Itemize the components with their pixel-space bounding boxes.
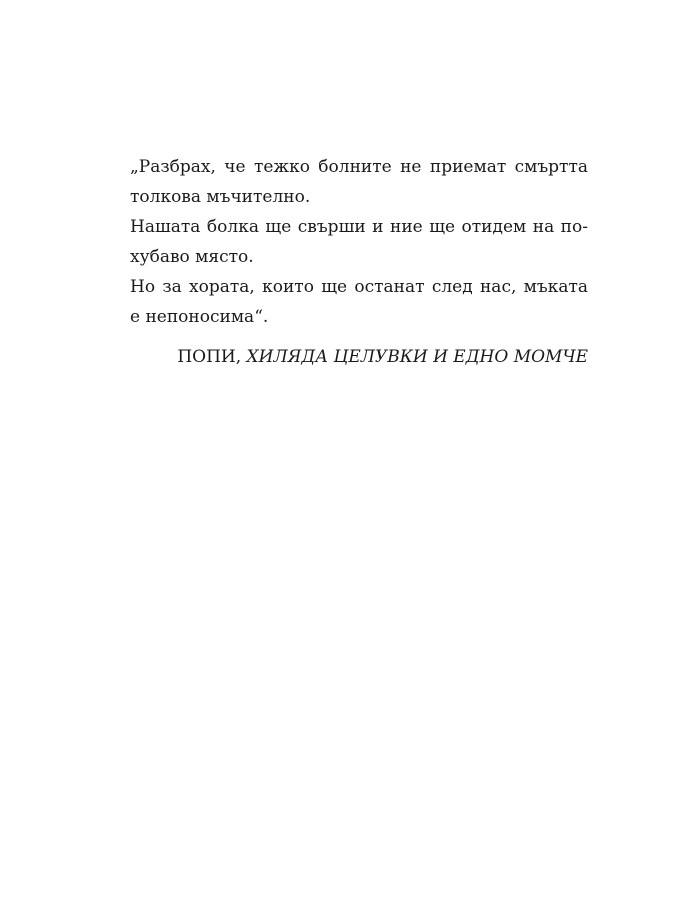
epigraph-paragraph-3: Но за хората, които ще останат след нас, мъката е непоносима“. — [130, 277, 588, 327]
epigraph-attribution — [130, 342, 588, 372]
attribution-author: ПОПИ, — [177, 347, 247, 367]
epigraph-paragraph-1: „Разбрах, че тежко болните не приемат смъртта толкова мъчително. — [130, 157, 588, 207]
epigraph — [130, 152, 588, 372]
epigraph-paragraph-2: Нашата болка ще свърши и ние ще отидем на по-хубаво място. — [130, 217, 588, 267]
attribution-book-title: ХИЛЯДА ЦЕЛУВКИ И ЕДНО МОМЧЕ — [246, 347, 588, 367]
